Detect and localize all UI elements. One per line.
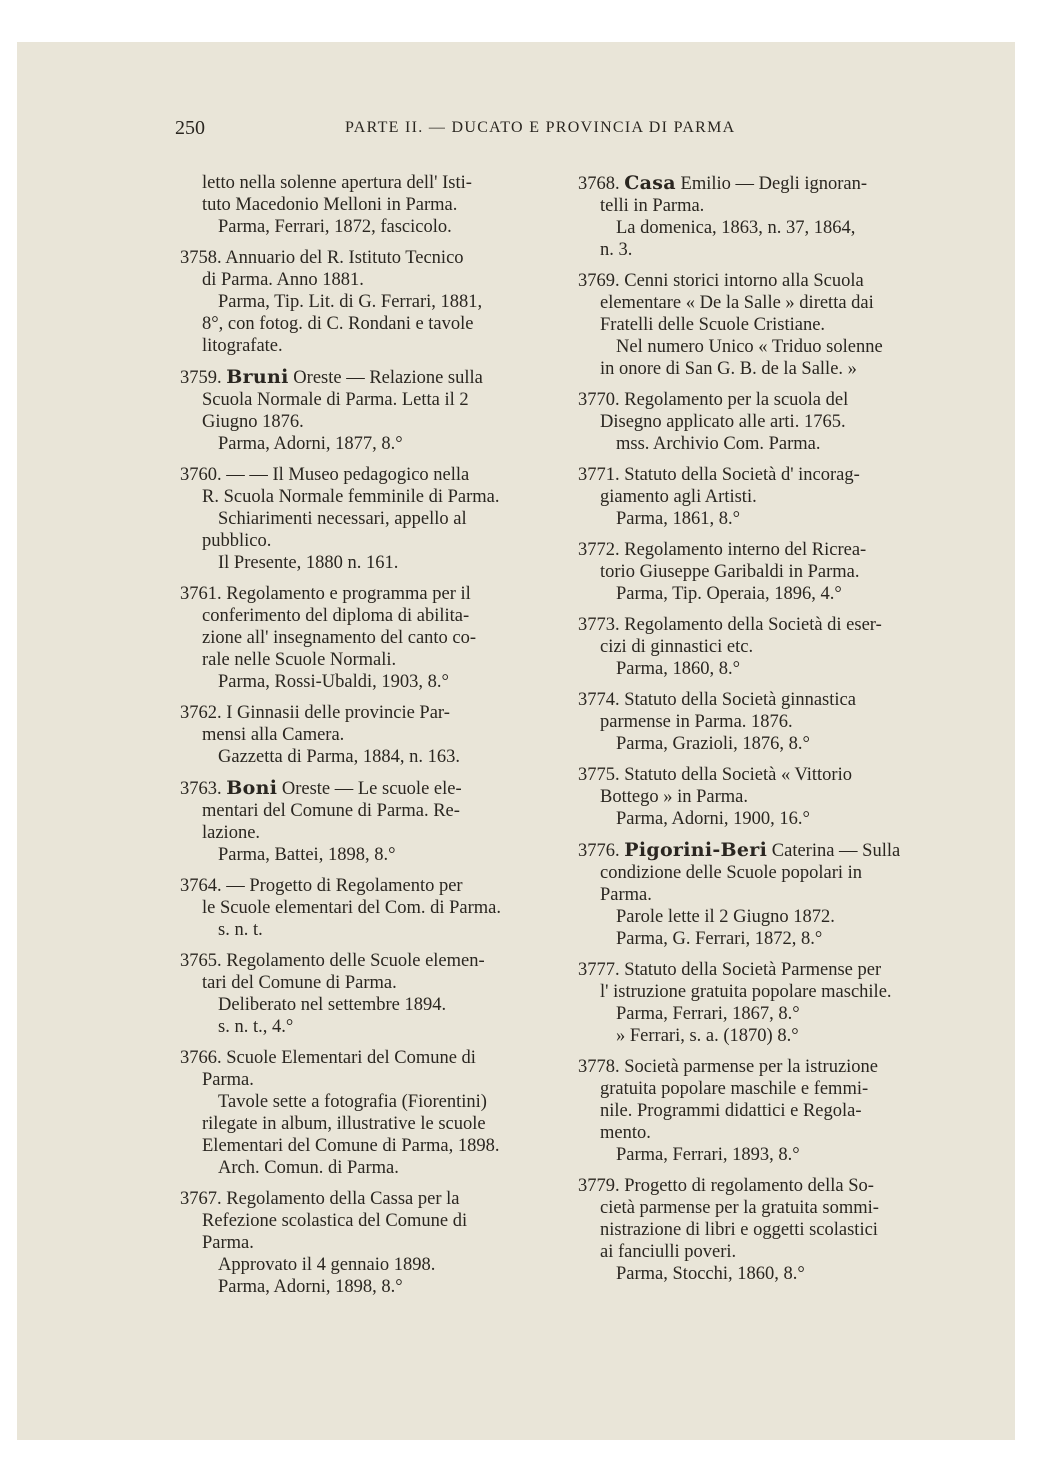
entry-line bbox=[180, 1091, 568, 1113]
entry-line bbox=[578, 433, 970, 455]
entry-line bbox=[180, 1069, 568, 1091]
entry-line bbox=[180, 1047, 568, 1069]
line-text: condizione delle Scuole popolari in bbox=[600, 863, 863, 883]
entry-line bbox=[578, 786, 970, 808]
bibliography-entry bbox=[578, 464, 970, 530]
page-header bbox=[0, 117, 1040, 147]
line-text: Gazzetta di Parma, 1884, n. 163. bbox=[218, 747, 460, 767]
line-text: 3759. bbox=[180, 368, 227, 388]
line-text: cizi di ginnastici etc. bbox=[600, 637, 754, 657]
line-text: mentari del Comune di Parma. Re- bbox=[202, 801, 460, 821]
entry-line bbox=[180, 1135, 568, 1157]
line-text: rilegate in album, illustrative le scuole bbox=[202, 1114, 486, 1134]
line-text: Parma, Grazioli, 1876, 8.° bbox=[616, 734, 810, 754]
line-text: 8°, con fotog. di C. Rondani e tavole bbox=[202, 314, 474, 334]
line-text: pubblico. bbox=[202, 531, 272, 551]
entry-line bbox=[578, 486, 970, 508]
entry-line bbox=[578, 1003, 970, 1025]
line-text: » Ferrari, s. a. (1870) 8.° bbox=[616, 1026, 799, 1046]
line-text: 3772. Regolamento interno del Ricrea- bbox=[578, 540, 867, 560]
entry-line bbox=[578, 561, 970, 583]
entry-line bbox=[578, 1025, 970, 1047]
entry-line bbox=[180, 919, 568, 941]
line-text-rest: Caterina — Sulla bbox=[767, 841, 901, 861]
line-text: Parole lette il 2 Giugno 1872. bbox=[616, 907, 835, 927]
bibliography-entry bbox=[578, 1175, 970, 1285]
line-text: Disegno applicato alle arti. 1765. bbox=[600, 412, 846, 432]
line-text: Parma, 1860, 8.° bbox=[616, 659, 741, 679]
line-text: litografate. bbox=[202, 336, 283, 356]
right-column bbox=[578, 172, 970, 1294]
line-text: 3779. Progetto di regolamento della So- bbox=[578, 1176, 874, 1196]
line-text: 3766. Scuole Elementari del Comune di bbox=[180, 1048, 476, 1068]
line-text: 3763. bbox=[180, 779, 227, 799]
line-text: Parma, Tip. Lit. di G. Ferrari, 1881, bbox=[218, 292, 483, 312]
line-text: Scuola Normale di Parma. Letta il 2 bbox=[202, 390, 469, 410]
line-text: 3760. — — Il Museo pedagogico nella bbox=[180, 465, 470, 485]
entry-line bbox=[578, 614, 970, 636]
line-text: nile. Programmi didattici e Regola- bbox=[600, 1101, 862, 1121]
line-text: tuto Macedonio Melloni in Parma. bbox=[202, 195, 458, 215]
line-text: La domenica, 1863, n. 37, 1864, bbox=[616, 218, 856, 238]
entry-line bbox=[180, 1276, 568, 1298]
entry-line bbox=[578, 981, 970, 1003]
entry-line bbox=[578, 172, 970, 195]
entry-line bbox=[578, 1122, 970, 1144]
line-text: lazione. bbox=[202, 823, 261, 843]
line-text: 3777. Statuto della Società Parmense per bbox=[578, 960, 882, 980]
line-text: Parma, Ferrari, 1872, fascicolo. bbox=[218, 217, 452, 237]
line-text: Parma, Adorni, 1898, 8.° bbox=[218, 1277, 403, 1297]
entry-line bbox=[180, 649, 568, 671]
entry-line bbox=[578, 733, 970, 755]
line-text: l' istruzione gratuita popolare maschile. bbox=[600, 982, 892, 1002]
line-text: 3771. Statuto della Società d' incorag- bbox=[578, 465, 860, 485]
line-text: Parma, Ferrari, 1867, 8.° bbox=[616, 1004, 800, 1024]
line-text: 3761. Regolamento e programma per il bbox=[180, 584, 471, 604]
entry-line bbox=[180, 1113, 568, 1135]
entry-line bbox=[578, 508, 970, 530]
bibliography-entry bbox=[578, 270, 970, 380]
entry-line bbox=[180, 552, 568, 574]
line-text-rest: Emilio — Degli ignoran- bbox=[675, 174, 868, 194]
entry-line bbox=[578, 1175, 970, 1197]
bibliography-entry bbox=[578, 539, 970, 605]
line-text: 3768. bbox=[578, 174, 625, 194]
page-number: 250 bbox=[175, 117, 205, 139]
entry-line bbox=[180, 844, 568, 866]
line-text-rest: Oreste — Relazione sulla bbox=[288, 368, 483, 388]
line-text: Tavole sette a fotografia (Fiorentini) bbox=[218, 1092, 487, 1112]
entry-line bbox=[180, 671, 568, 693]
line-text: 3758. Annuario del R. Istituto Tecnico bbox=[180, 248, 464, 268]
entry-line bbox=[180, 605, 568, 627]
line-text: giamento agli Artisti. bbox=[600, 487, 757, 507]
entry-line bbox=[180, 464, 568, 486]
line-text: 3778. Società parmense per la istruzione bbox=[578, 1057, 879, 1077]
line-text: telli in Parma. bbox=[600, 196, 705, 216]
line-text: Parma, 1861, 8.° bbox=[616, 509, 741, 529]
entry-line bbox=[180, 433, 568, 455]
line-text: 3765. Regolamento delle Scuole elemen- bbox=[180, 951, 485, 971]
entry-line bbox=[180, 627, 568, 649]
entry-line bbox=[578, 583, 970, 605]
line-text: Arch. Comun. di Parma. bbox=[218, 1158, 399, 1178]
entry-line bbox=[180, 1016, 568, 1038]
entry-line bbox=[180, 1232, 568, 1254]
bibliography-entry bbox=[180, 702, 568, 768]
entry-line bbox=[180, 1254, 568, 1276]
entry-line bbox=[578, 464, 970, 486]
entry-line bbox=[180, 486, 568, 508]
bibliography-entry bbox=[180, 1047, 568, 1179]
line-text: conferimento del diploma di abilita- bbox=[202, 606, 470, 626]
entry-line bbox=[578, 862, 970, 884]
entry-line bbox=[578, 539, 970, 561]
author-surname: Casa bbox=[624, 172, 676, 194]
running-title: PARTE II. — DUCATO E PROVINCIA DI PARMA bbox=[345, 119, 736, 136]
bibliography-entry bbox=[180, 777, 568, 866]
line-text: 3774. Statuto della Società ginnastica bbox=[578, 690, 856, 710]
line-text: Refezione scolastica del Comune di bbox=[202, 1211, 468, 1231]
entry-line bbox=[578, 764, 970, 786]
line-text: mensi alla Camera. bbox=[202, 725, 345, 745]
line-text: Parma, Adorni, 1877, 8.° bbox=[218, 434, 403, 454]
line-text: Bottego » in Parma. bbox=[600, 787, 748, 807]
entry-line bbox=[180, 269, 568, 291]
entry-line bbox=[180, 291, 568, 313]
entry-line bbox=[180, 800, 568, 822]
entry-line bbox=[578, 292, 970, 314]
entry-line bbox=[578, 336, 970, 358]
bibliography-entry bbox=[180, 875, 568, 941]
line-text: Parma. bbox=[600, 885, 652, 905]
entry-line bbox=[578, 906, 970, 928]
entry-line bbox=[180, 777, 568, 800]
entry-line bbox=[578, 1078, 970, 1100]
entry-line bbox=[180, 1188, 568, 1210]
line-text: 3762. I Ginnasii delle provincie Par- bbox=[180, 703, 450, 723]
entry-line bbox=[180, 1210, 568, 1232]
bibliography-entry bbox=[180, 366, 568, 455]
line-text: 3769. Cenni storici intorno alla Scuola bbox=[578, 271, 864, 291]
line-text: letto nella solenne apertura dell' Isti- bbox=[202, 173, 472, 193]
entry-line bbox=[180, 875, 568, 897]
entry-line bbox=[578, 270, 970, 292]
entry-line bbox=[578, 239, 970, 261]
entry-line bbox=[180, 822, 568, 844]
bibliography-entry bbox=[180, 1188, 568, 1298]
line-text: mss. Archivio Com. Parma. bbox=[616, 434, 821, 454]
entry-line bbox=[180, 172, 568, 194]
line-text: 3773. Regolamento della Società di eser- bbox=[578, 615, 882, 635]
bibliography-entry bbox=[578, 614, 970, 680]
entry-line bbox=[578, 959, 970, 981]
entry-line bbox=[180, 508, 568, 530]
entry-line bbox=[180, 313, 568, 335]
line-text: rale nelle Scuole Normali. bbox=[202, 650, 397, 670]
line-text: Deliberato nel settembre 1894. bbox=[218, 995, 447, 1015]
entry-line bbox=[578, 839, 970, 862]
line-text: nistrazione di libri e oggetti scolastici bbox=[600, 1220, 878, 1240]
line-text: Parma. bbox=[202, 1233, 254, 1253]
entry-line bbox=[578, 928, 970, 950]
line-text: 3770. Regolamento per la scuola del bbox=[578, 390, 849, 410]
line-text: 3764. — Progetto di Regolamento per bbox=[180, 876, 463, 896]
line-text: Approvato il 4 gennaio 1898. bbox=[218, 1255, 436, 1275]
line-text: Elementari del Comune di Parma, 1898. bbox=[202, 1136, 500, 1156]
bibliography-entry bbox=[180, 950, 568, 1038]
line-text: Parma, Adorni, 1900, 16.° bbox=[616, 809, 810, 829]
line-text: Schiarimenti necessari, appello al bbox=[218, 509, 467, 529]
entry-line bbox=[180, 972, 568, 994]
line-text: di Parma. Anno 1881. bbox=[202, 270, 364, 290]
line-text: ai fanciulli poveri. bbox=[600, 1242, 737, 1262]
line-text: tari del Comune di Parma. bbox=[202, 973, 397, 993]
bibliography-entry bbox=[180, 172, 568, 238]
bibliography-entry bbox=[180, 464, 568, 574]
entry-line bbox=[180, 216, 568, 238]
line-text: n. 3. bbox=[600, 240, 633, 260]
entry-line bbox=[578, 1197, 970, 1219]
entry-line bbox=[180, 994, 568, 1016]
entry-line bbox=[578, 1100, 970, 1122]
entry-line bbox=[180, 746, 568, 768]
line-text: gratuita popolare maschile e femmi- bbox=[600, 1079, 869, 1099]
line-text: 3775. Statuto della Società « Vittorio bbox=[578, 765, 852, 785]
author-surname: Boni bbox=[226, 777, 278, 799]
line-text: Giugno 1876. bbox=[202, 412, 304, 432]
entry-line bbox=[180, 1157, 568, 1179]
entry-line bbox=[578, 884, 970, 906]
entry-line bbox=[180, 247, 568, 269]
entry-line bbox=[180, 194, 568, 216]
entry-line bbox=[180, 724, 568, 746]
entry-line bbox=[180, 366, 568, 389]
line-text: elementare « De la Salle » diretta dai bbox=[600, 293, 874, 313]
left-column bbox=[180, 172, 568, 1307]
bibliography-entry bbox=[578, 959, 970, 1047]
entry-line bbox=[578, 658, 970, 680]
bibliography-entry bbox=[578, 389, 970, 455]
line-text: 3776. bbox=[578, 841, 625, 861]
bibliography-entry bbox=[180, 583, 568, 693]
bibliography-entry bbox=[578, 172, 970, 261]
entry-line bbox=[578, 1056, 970, 1078]
entry-line bbox=[180, 530, 568, 552]
entry-line bbox=[578, 711, 970, 733]
entry-line bbox=[578, 808, 970, 830]
entry-line bbox=[180, 335, 568, 357]
entry-line bbox=[578, 195, 970, 217]
line-text: Parma, Battei, 1898, 8.° bbox=[218, 845, 396, 865]
bibliography-entry bbox=[578, 839, 970, 950]
entry-line bbox=[180, 950, 568, 972]
line-text: in onore di San G. B. de la Salle. » bbox=[600, 359, 857, 379]
entry-line bbox=[180, 583, 568, 605]
entry-line bbox=[578, 1144, 970, 1166]
line-text: Parma, Ferrari, 1893, 8.° bbox=[616, 1145, 800, 1165]
line-text-rest: Oreste — Le scuole ele- bbox=[277, 779, 462, 799]
line-text: mento. bbox=[600, 1123, 651, 1143]
line-text: zione all' insegnamento del canto co- bbox=[202, 628, 477, 648]
line-text: Parma. bbox=[202, 1070, 254, 1090]
entry-line bbox=[578, 358, 970, 380]
author-surname: Pigorini-Beri bbox=[624, 839, 768, 861]
entry-line bbox=[180, 702, 568, 724]
entry-line bbox=[578, 636, 970, 658]
line-text: cietà parmense per la gratuita sommi- bbox=[600, 1198, 879, 1218]
line-text: Parma, G. Ferrari, 1872, 8.° bbox=[616, 929, 823, 949]
line-text: s. n. t. bbox=[218, 920, 263, 940]
bibliography-entry bbox=[578, 1056, 970, 1166]
entry-line bbox=[578, 411, 970, 433]
line-text: R. Scuola Normale femminile di Parma. bbox=[202, 487, 500, 507]
bibliography-entry bbox=[180, 247, 568, 357]
line-text: Parma, Rossi-Ubaldi, 1903, 8.° bbox=[218, 672, 449, 692]
entry-line bbox=[578, 1219, 970, 1241]
line-text: 3767. Regolamento della Cassa per la bbox=[180, 1189, 460, 1209]
entry-line bbox=[578, 314, 970, 336]
entry-line bbox=[578, 217, 970, 239]
entry-line bbox=[578, 389, 970, 411]
bibliography-entry bbox=[578, 689, 970, 755]
line-text: le Scuole elementari del Com. di Parma. bbox=[202, 898, 501, 918]
entry-line bbox=[578, 1241, 970, 1263]
entry-line bbox=[578, 1263, 970, 1285]
line-text: Nel numero Unico « Triduo solenne bbox=[616, 337, 883, 357]
line-text: Il Presente, 1880 n. 161. bbox=[218, 553, 399, 573]
line-text: torio Giuseppe Garibaldi in Parma. bbox=[600, 562, 860, 582]
line-text: Parma, Stocchi, 1860, 8.° bbox=[616, 1264, 805, 1284]
line-text: s. n. t., 4.° bbox=[218, 1017, 294, 1037]
line-text: parmense in Parma. 1876. bbox=[600, 712, 793, 732]
entry-line bbox=[180, 411, 568, 433]
entry-line bbox=[180, 389, 568, 411]
line-text: Parma, Tip. Operaia, 1896, 4.° bbox=[616, 584, 842, 604]
entry-line bbox=[578, 689, 970, 711]
author-surname: Bruni bbox=[226, 366, 289, 388]
line-text: Fratelli delle Scuole Cristiane. bbox=[600, 315, 826, 335]
entry-line bbox=[180, 897, 568, 919]
bibliography-entry bbox=[578, 764, 970, 830]
